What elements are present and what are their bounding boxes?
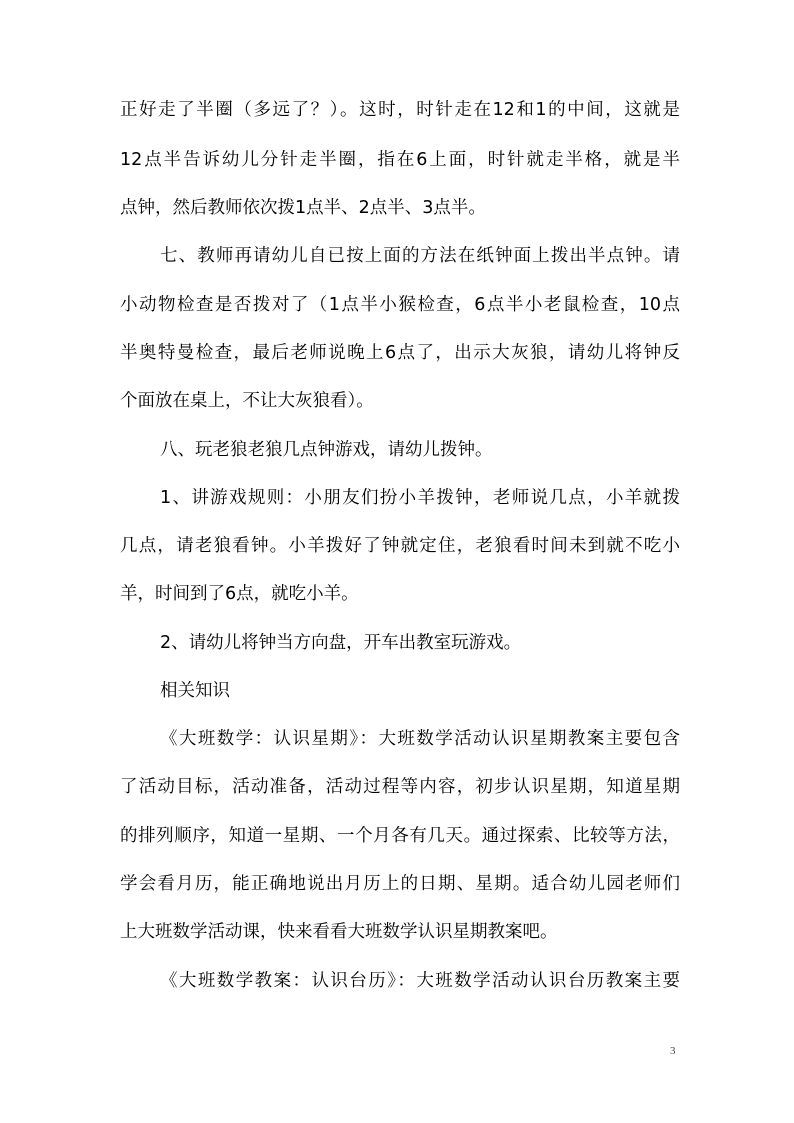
section-heading: 相关知识: [160, 681, 230, 701]
text-line: 点钟，然后教师依次拨1点半、2点半、3点半。: [120, 198, 486, 218]
text-line: 八、玩老狼老狼几点钟游戏，请幼儿拨钟。: [160, 440, 493, 460]
text-line: 学会看月历，能正确地说出月历上的日期、星期。适合幼儿园老师们: [120, 874, 680, 894]
text-line: 七、教师再请幼儿自已按上面的方法在纸钟面上拨出半点钟。请: [160, 246, 680, 266]
text-line: 正好走了半圈（多远了？）。这时，时针走在12和1的中间，这就是: [120, 100, 680, 120]
text-line: 《大班数学教案：认识台历》：大班数学活动认识台历教案主要: [160, 971, 680, 991]
text-line: 12点半告诉幼儿分针走半圈，指在6上面，时针就走半格，就是半: [120, 150, 680, 170]
text-line: 的排列顺序，知道一星期、一个月各有几天。通过探索、比较等方法，: [120, 826, 680, 846]
text-line: 几点，请老狼看钟。小羊拨好了钟就定住，老狼看时间未到就不吃小: [120, 536, 680, 556]
text-line: 羊，时间到了6点，就吃小羊。: [120, 584, 359, 604]
text-line: 小动物检查是否拨对了（1点半小猴检查，6点半小老鼠检查，10点: [120, 295, 680, 315]
text-line: 2、请幼儿将钟当方向盘，开车出教室玩游戏。: [160, 633, 522, 653]
text-line: 《大班数学：认识星期》：大班数学活动认识星期教案主要包含: [160, 729, 680, 749]
text-line: 1、讲游戏规则：小朋友们扮小羊拨钟，老师说几点，小羊就拨: [160, 488, 680, 508]
text-line: 个面放在桌上，不让大灰狼看）。: [120, 391, 374, 411]
page-number: 3: [670, 1045, 676, 1057]
text-line: 上大班数学活动课，快来看看大班数学认识星期教案吧。: [120, 922, 558, 942]
text-line: 了活动目标，活动准备，活动过程等内容，初步认识星期，知道星期: [120, 777, 680, 797]
text-line: 半奥特曼检查，最后老师说晚上6点了，出示大灰狼，请幼儿将钟反: [120, 343, 680, 363]
